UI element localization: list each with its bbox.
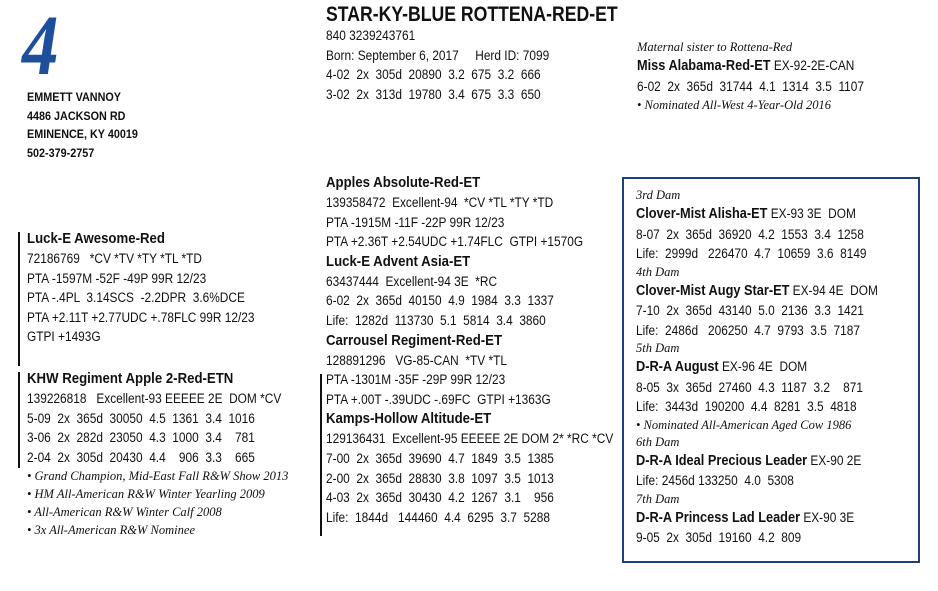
animal-record-2: 3-02 2x 313d 19780 3.4 675 3.3 650 [326,86,541,102]
fourth-dam-label: 4th Dam [636,264,680,279]
seventh-dam-name: D-R-A Princess Lad Leader [636,509,801,526]
fifth-dam-label: 5th Dam [636,341,680,355]
sire-dam-name: KHW Regiment Apple 2-Red-ETN [27,370,234,387]
consignor-street: 4486 JACKSON RD [27,108,126,123]
seventh-dam-line-1: 9-05 2x 305d 19160 4.2 809 [636,530,802,545]
sister-note: Maternal sister to Rottena-Red [637,40,793,54]
granddam-name: Kamps-Hollow Altitude-ET [326,410,492,428]
consignor-info [27,88,150,162]
sire-dam-line-1: 139226818 Excellent-93 EEEEE 2E DOM *CV [27,391,282,406]
sire-line-1: 72186769 *CV *TV *TY *TL *TD [27,251,202,266]
sire-dam-award-2: • HM All-American R&W Winter Yearling 2009 [27,487,265,502]
fifth-dam-score: EX-96 4E DOM [718,359,808,374]
fourth-dam-score: EX-94 4E DOM [789,282,878,298]
dam-side-block [326,173,652,527]
fourth-dam-line-1: 7-10 2x 365d 43140 5.0 2136 3.3 1421 [636,303,864,318]
fifth-dam-line-1: 8-05 3x 365d 27460 4.3 1187 3.2 871 [636,379,863,395]
third-dam-name: Clover-Mist Alisha-ET [636,206,768,222]
seventh-dam-score: EX-90 3E [800,509,855,525]
seventh-dam-label: 7th Dam [636,491,680,506]
sire-dam-block [27,369,316,539]
third-dam-line-1: 8-07 2x 365d 36920 4.2 1553 3.4 1258 [636,226,864,242]
animal-born: Born: September 6, 2017 Herd ID: 7099 [326,47,550,63]
mgs2-line-1: 139358472 Excellent-94 *CV *TL *TY *TD [326,195,554,210]
mgs-bracket [18,372,20,468]
sire-dam-line-4: 2-04 2x 305d 20430 4.4 906 3.3 665 [27,449,255,465]
sister-name: Miss Alabama-Red-ET [637,58,771,74]
sire-line-2: PTA -1597M -52F -49P 99R 12/23 [27,270,207,286]
fifth-dam-name: D-R-A August [636,359,719,375]
granddam-bracket [320,374,322,536]
sire-dam-award-1: • Grand Champion, Mid-East Fall R&W Show 2013 [27,469,289,484]
dam-line-1: 63437444 Excellent-94 3E *RC [326,273,498,289]
sixth-dam-label: 6th Dam [636,434,680,449]
sister-score: EX-92-2E-CAN [770,58,855,73]
granddam-line-5: Life: 1844d 144460 4.4 6295 3.7 5288 [326,509,550,525]
sister-award: • Nominated All-West 4-Year-Old 2016 [637,98,831,113]
sire-block [27,229,286,347]
third-dam-line-2: Life: 2999d 226470 4.7 10659 3.6 8149 [636,246,867,261]
sixth-dam-name: D-R-A Ideal Precious Leader [636,452,808,469]
fifth-dam-line-2: Life: 3443d 190200 4.4 8281 3.5 4818 [636,399,857,414]
maternal-sister [637,38,895,114]
mgs3-line-2: PTA -1301M -35F -29P 99R 12/23 [326,372,506,388]
consignor-city: EMINENCE, KY 40019 [27,127,138,141]
sire-bracket [18,232,20,366]
fourth-dam-name: Clover-Mist Augy Star-ET [636,282,790,299]
granddam-line-4: 4-03 2x 365d 30430 4.2 1267 3.1 956 [326,490,554,506]
consignor-phone: 502-379-2757 [27,145,95,160]
consignor-name: EMMETT VANNOY [27,90,122,104]
mgs3-line-1: 128891296 VG-85-CAN *TV *TL [326,352,507,368]
sire-dam-line-3: 3-06 2x 282d 23050 4.3 1000 3.4 781 [27,430,255,446]
dam-line-3: Life: 1282d 113730 5.1 5814 3.4 3860 [326,312,546,328]
animal-details [326,26,580,104]
third-dam-score: EX-93 3E DOM [767,206,856,221]
sire-line-3: PTA -.4PL 3.14SCS -2.2DPR 3.6%DCE [27,290,245,306]
fourth-dam-line-2: Life: 2486d 206250 4.7 9793 3.5 7187 [636,322,860,338]
dam-line-2: 6-02 2x 365d 40150 4.9 1984 3.3 1337 [326,293,554,309]
sister-record: 6-02 2x 365d 31744 4.1 1314 3.5 1107 [637,78,865,94]
dam-name: Luck-E Advent Asia-ET [326,252,471,270]
animal-reg: 840 3239243761 [326,28,416,43]
animal-record-1: 4-02 2x 305d 20890 3.2 675 3.2 666 [326,67,541,83]
sire-dam-line-2: 5-09 2x 365d 30050 4.5 1361 3.4 1016 [27,410,255,426]
granddam-line-2: 7-00 2x 365d 39690 4.7 1849 3.5 1385 [326,450,554,466]
sixth-dam-line-1: Life: 2456d 133250 4.0 5308 [636,473,794,488]
sire-dam-award-4: • 3x All-American R&W Nominee [27,523,195,538]
lot-number: 4 [22,0,57,93]
mgs2-line-2: PTA -1915M -11F -22P 99R 12/23 [326,214,505,230]
sire-dam-award-3: • All-American R&W Winter Calf 2008 [27,505,222,520]
mgs2-name: Apples Absolute-Red-ET [326,174,481,191]
sire-line-5: GTPI +1493G [27,329,101,345]
mgs3-line-3: PTA +.00T -.39UDC -.69FC GTPI +1363G [326,391,551,407]
fifth-dam-award: • Nominated All-American Aged Cow 1986 [636,417,852,432]
mgs3-name: Carrousel Regiment-Red-ET [326,331,503,349]
third-dam-label: 3rd Dam [636,188,681,202]
animal-name: STAR-KY-BLUE ROTTENA-RED-ET [326,3,618,26]
mgs2-line-3: PTA +2.36T +2.54UDC +1.74FLC GTPI +1570G [326,234,584,250]
granddam-line-3: 2-00 2x 365d 28830 3.8 1097 3.5 1013 [326,470,554,486]
granddam-line-1: 129136431 Excellent-95 EEEEE 2E DOM 2* *RC *CV [326,431,614,447]
sire-name: Luck-E Awesome-Red [27,230,165,247]
further-dams-box [622,177,920,563]
sire-line-4: PTA +2.11T +2.77UDC +.78FLC 99R 12/23 [27,309,255,325]
sixth-dam-score: EX-90 2E [807,452,862,468]
